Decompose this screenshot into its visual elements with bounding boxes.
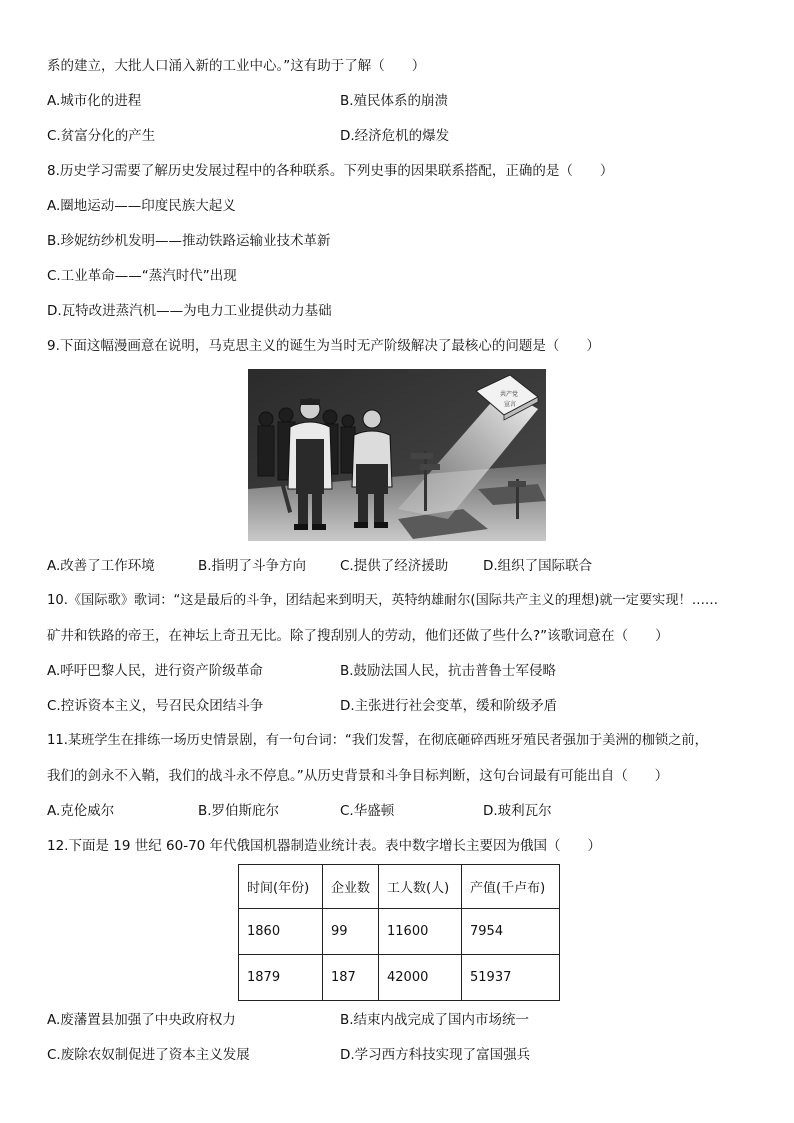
q7-option-c: C.贫富分化的产生	[47, 128, 156, 144]
table-header-cell: 企业数	[323, 865, 379, 909]
q12-statistics-table	[238, 864, 560, 1001]
table-row	[239, 955, 560, 1001]
q7-option-b: B.殖民体系的崩溃	[340, 93, 449, 109]
table-cell: 7954	[462, 909, 560, 955]
table-cell: 1879	[239, 955, 323, 1001]
table-header-cell: 产值(千卢布)	[462, 865, 560, 909]
q9-cartoon	[248, 369, 546, 541]
q11-option-d: D.玻利瓦尔	[483, 803, 552, 819]
q12-option-c: C.废除农奴制促进了资本主义发展	[47, 1047, 250, 1063]
q9-option-c: C.提供了经济援助	[340, 558, 449, 574]
book-title-line1: 共产党	[500, 391, 519, 398]
table-header-row	[239, 865, 560, 909]
q12-option-b: B.结束内战完成了国内市场统一	[340, 1012, 530, 1028]
table-cell: 11600	[379, 909, 462, 955]
q11-option-b: B.罗伯斯庇尔	[198, 803, 280, 819]
q10-option-a: A.呼吁巴黎人民，进行资产阶级革命	[47, 663, 263, 679]
q8-option-b: B.珍妮纺纱机发明——推动铁路运输业技术革新	[47, 233, 331, 249]
table-header-cell: 时间(年份)	[239, 865, 323, 909]
q7-stem: 系的建立，大批人口涌入新的工业中心。”这有助于了解（ ）	[47, 58, 426, 74]
cartoon-illustration	[248, 369, 546, 541]
table-cell: 51937	[462, 955, 560, 1001]
q10-stem-line2: 矿井和铁路的帝王，在神坛上奇丑无比。除了搜刮别人的劳动，他们还做了些什么?”该歌词意在（ ）	[47, 628, 669, 644]
q11-option-a: A.克伦威尔	[47, 803, 115, 819]
q9-option-d: D.组织了国际联合	[483, 558, 593, 574]
q8-option-a: A.圈地运动——印度民族大起义	[47, 198, 236, 214]
q11-stem-line2: 我们的剑永不入鞘，我们的战斗永不停息。”从历史背景和斗争目标判断，这句台词最有可能出自（ ）	[47, 768, 669, 784]
q8-option-c: C.工业革命——“蒸汽时代”出现	[47, 268, 237, 284]
table-row	[239, 909, 560, 955]
q11-option-c: C.华盛顿	[340, 803, 395, 819]
q12-stem: 12.下面是 19 世纪 60-70 年代俄国机器制造业统计表。表中数字增长主要因为俄国（ ）	[47, 838, 602, 854]
q9-stem: 9.下面这幅漫画意在说明，马克思主义的诞生为当时无产阶级解决了最核心的问题是（ ）	[47, 338, 600, 354]
table-cell: 187	[323, 955, 379, 1001]
q11-stem-line1: 11.某班学生在排练一场历史情景剧，有一句台词：“我们发誓，在彻底砸碎西班牙殖民者强加于美洲的枷锁之前，	[47, 733, 708, 748]
q12-option-a: A.废藩置县加强了中央政府权力	[47, 1012, 236, 1028]
table-cell: 42000	[379, 955, 462, 1001]
q8-option-d: D.瓦特改进蒸汽机——为电力工业提供动力基础	[47, 303, 332, 319]
table-header-cell: 工人数(人)	[379, 865, 462, 909]
q7-option-d: D.经济危机的爆发	[340, 128, 450, 144]
q10-option-c: C.控诉资本主义，号召民众团结斗争	[47, 698, 264, 714]
q9-option-a: A.改善了工作环境	[47, 558, 155, 574]
q9-option-b: B.指明了斗争方向	[198, 558, 307, 574]
book-title-line2: 宣言	[504, 401, 517, 408]
table-cell: 1860	[239, 909, 323, 955]
q8-stem: 8.历史学习需要了解历史发展过程中的各种联系。下列史事的因果联系搭配，正确的是（ ）	[47, 163, 614, 179]
q10-stem-line1: 10.《国际歌》歌词：“这是最后的斗争，团结起来到明天，英特纳雄耐尔(国际共产主义的理想)就一定要实现！……	[47, 593, 719, 608]
q12-option-d: D.学习西方科技实现了富国强兵	[340, 1047, 531, 1063]
q7-option-a: A.城市化的进程	[47, 93, 142, 109]
q10-option-b: B.鼓励法国人民，抗击普鲁士军侵略	[340, 663, 557, 679]
table-cell: 99	[323, 909, 379, 955]
q10-option-d: D.主张进行社会变革，缓和阶级矛盾	[340, 698, 558, 714]
